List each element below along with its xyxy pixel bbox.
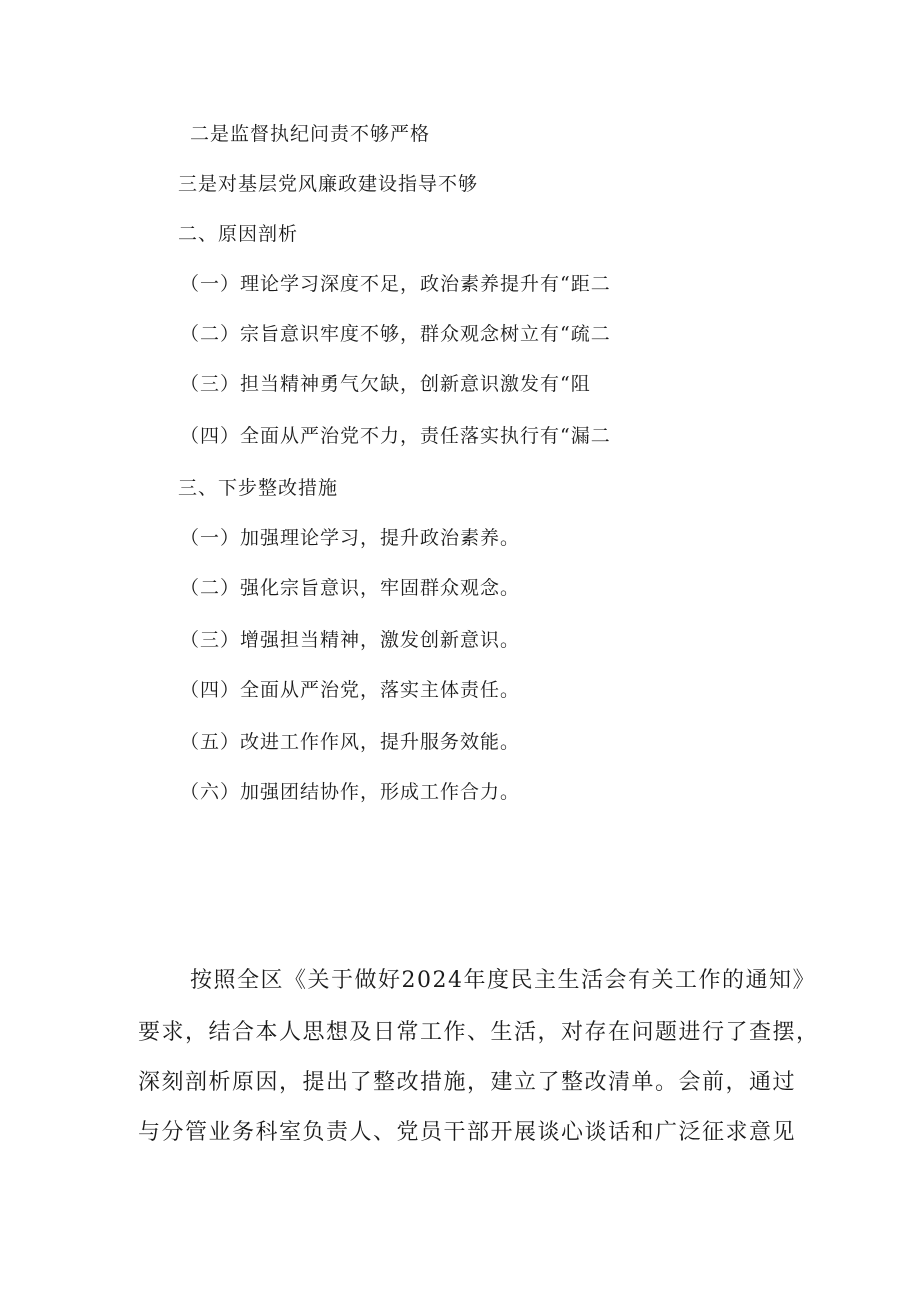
outline-item: （五）改进工作作风，提升服务效能。 — [180, 731, 521, 753]
outline-item: （四）全面从严治党不力，责任落实执行有“漏二 — [180, 425, 611, 447]
outline-item: （二）宗旨意识牢度不够，群众观念树立有“疏二 — [180, 323, 611, 345]
paragraph-line: 按照全区《关于做好2024年度民主生活会有关工作的通知》 — [190, 968, 816, 993]
outline-item: （一）理论学习深度不足，政治素养提升有“距二 — [180, 273, 611, 295]
outline-item: （三）增强担当精神，激发创新意识。 — [180, 629, 521, 651]
paragraph-line: 要求，结合本人思想及日常工作、生活，对存在问题进行了查摆， — [138, 1020, 820, 1045]
section-heading: 三、下步整改措施 — [178, 477, 339, 499]
outline-item: 三是对基层党风廉政建设指导不够 — [178, 173, 479, 195]
outline-item: （四）全面从严治党，落实主体责任。 — [180, 679, 521, 701]
outline-item: 二是监督执纪问责不够严格 — [190, 123, 431, 145]
section-heading: 二、原因剖析 — [178, 223, 299, 245]
paragraph-line: 与分管业务科室负责人、党员干部开展谈心谈话和广泛征求意见 — [138, 1120, 797, 1145]
outline-item: （三）担当精神勇气欠缺，创新意识激发有“阻 — [180, 373, 591, 395]
outline-item: （二）强化宗旨意识，牢固群众观念。 — [180, 577, 521, 599]
outline-item: （六）加强团结协作，形成工作合力。 — [180, 781, 521, 803]
paragraph-line: 深刻剖析原因，提出了整改措施，建立了整改清单。会前，通过 — [138, 1070, 797, 1095]
outline-item: （一）加强理论学习，提升政治素养。 — [180, 527, 521, 549]
